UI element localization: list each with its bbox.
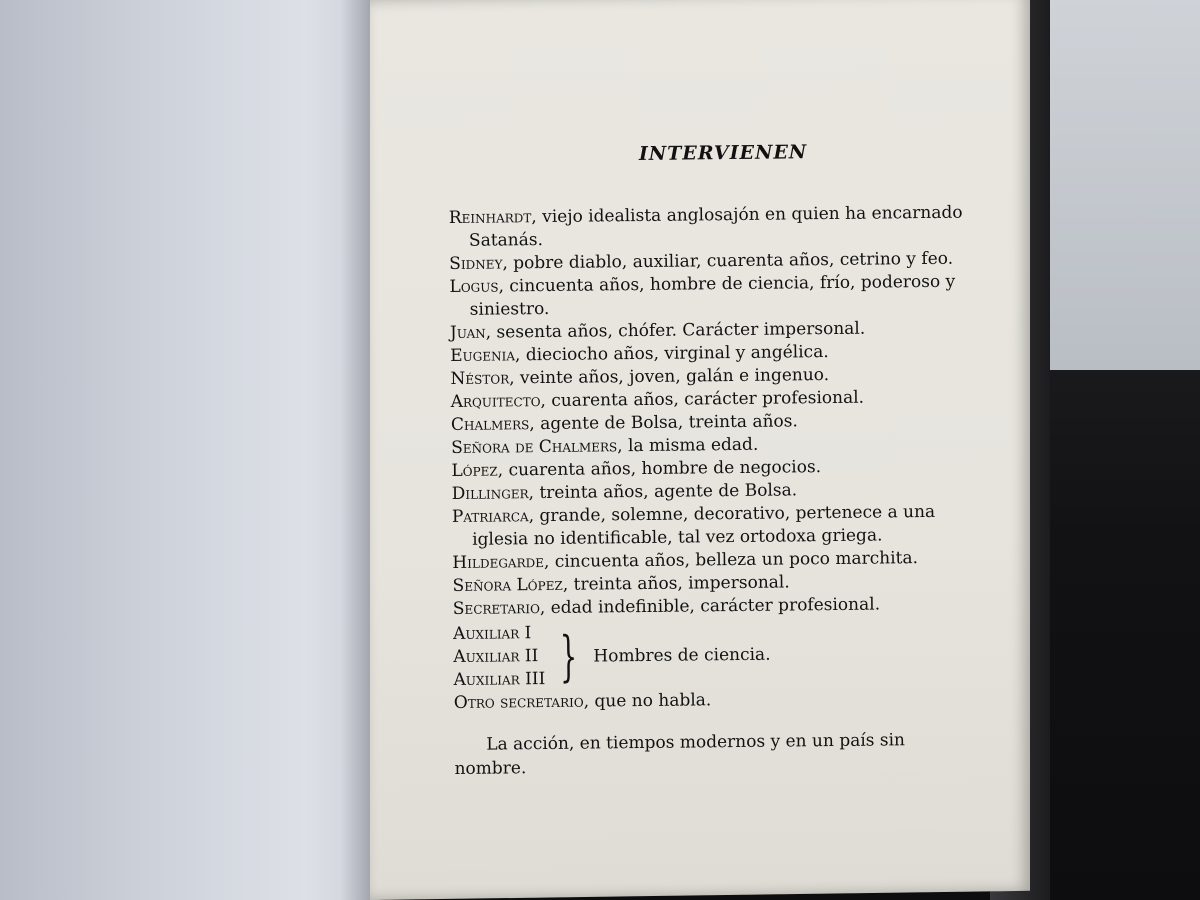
character-name: Señora López xyxy=(452,574,563,596)
character-name: Néstor xyxy=(450,368,510,389)
auxiliar-name: Auxiliar III xyxy=(453,669,546,690)
page-heading: INTERVIENEN xyxy=(638,141,808,166)
character-desc: , agente de Bolsa, treinta años. xyxy=(529,411,798,435)
character-desc: , edad indefinible, carácter profesional. xyxy=(539,594,881,619)
auxiliar-name: Auxiliar I xyxy=(453,623,532,644)
character-desc: , treinta años, agente de Bolsa. xyxy=(528,480,798,504)
character-list xyxy=(449,202,973,621)
auxiliar-name: Auxiliar II xyxy=(453,646,539,667)
character-name: Chalmers xyxy=(450,414,530,435)
brace-icon: } xyxy=(559,624,578,688)
character-desc: , cuarenta años, hombre de negocios. xyxy=(497,457,822,481)
character-entry xyxy=(453,593,973,621)
character-name: Secretario xyxy=(452,598,540,619)
character-name: Juan xyxy=(449,322,486,343)
character-desc: , treinta años, impersonal. xyxy=(562,572,790,595)
character-desc: , cuarenta años, carácter profesional. xyxy=(540,387,865,412)
character-desc: , que no habla. xyxy=(583,690,712,712)
character-desc: , la misma edad. xyxy=(617,434,759,457)
character-desc: , veinte años, joven, galán e ingenuo. xyxy=(509,365,830,389)
left-page xyxy=(0,0,380,900)
character-desc: , viejo idealista anglosajón en quien ha encarnado Satanás. xyxy=(468,202,963,251)
setting-note: La acción, en tiempos modernos y en un país sin nombre. xyxy=(454,730,906,779)
cast-list xyxy=(448,140,975,781)
character-name: Arquitecto xyxy=(450,391,541,412)
auxiliares-group xyxy=(453,618,974,692)
character-name: Reinhardt xyxy=(448,207,532,228)
character-entry xyxy=(449,271,969,322)
character-name: Otro secretario xyxy=(453,691,584,713)
character-name: Dillinger xyxy=(451,483,529,504)
character-name: López xyxy=(451,460,498,481)
auxiliares-label: Hombres de ciencia. xyxy=(593,644,771,667)
character-desc: , pobre diablo, auxiliar, cuarenta años, cetrino y feo. xyxy=(502,248,954,274)
character-name: Patriarca xyxy=(451,506,529,527)
character-name: Sidney xyxy=(449,253,503,274)
character-entry xyxy=(452,501,972,552)
character-name: Logus xyxy=(449,276,499,297)
character-entry xyxy=(449,202,969,253)
character-name: Eugenia xyxy=(450,345,516,366)
character-desc: , cincuenta años, belleza un poco marchita. xyxy=(543,548,919,573)
character-desc: , sesenta años, chófer. Carácter impersonal. xyxy=(485,318,866,343)
character-desc: , cincuenta años, hombre de ciencia, frío, poderoso y siniestro. xyxy=(469,271,956,320)
character-name: Hildegarde xyxy=(452,552,545,573)
character-desc: , grande, solemne, decorativo, pertenece a una iglesia no identificable, tal vez ortodoxa griega. xyxy=(472,501,936,550)
character-entry xyxy=(454,687,974,715)
character-desc: , dieciocho años, virginal y angélica. xyxy=(514,342,829,366)
character-name: Señora de Chalmers xyxy=(451,436,618,458)
auxiliares-names xyxy=(453,622,545,692)
